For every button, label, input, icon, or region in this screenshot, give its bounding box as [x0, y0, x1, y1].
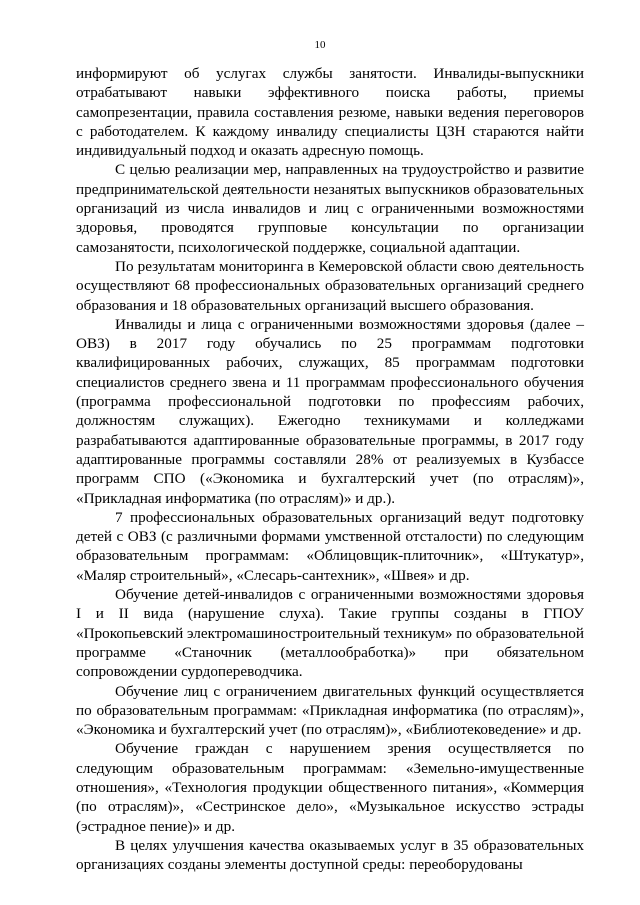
page-number: 10: [314, 39, 326, 51]
paragraph-8: Обучение граждан с нарушением зрения осуществляется по следующим образовательным программам: «Земельно-имущественные отношения», «Технология продукции общественного питания», «Коммерция (по отраслям)», «Сестринское дело», «Музыкальное искусство эстрады (эстрадное пение)» и др.: [76, 740, 584, 835]
paragraph-1: информируют об услугах службы занятости. Инвалиды-выпускники отрабатывают навыки эффективного поиска работы, приемы самопрезентации, правила составления резюме, навыки ведения переговоров с работодателем. К каждому инвалиду специалисты ЦЗН стараются найти индивидуальный подход и оказать адресную помощь.: [76, 65, 584, 160]
paragraph-4: Инвалиды и лица с ограниченными возможностями здоровья (далее – ОВЗ) в 2017 году обучались по 25 программам подготовки квалифицированных рабочих, служащих, 85 программам подготовки специалистов среднего звена и 11 программам профессионального обучения (программа профессиональной подготовки по профессиям рабочих, должностям служащих). Ежегодно техникумами и колледжами разрабатываются адаптированные образовательные программы, в 2017 году адаптированные программы составляли 28% от реализуемых в Кузбассе программ СПО («Экономика и бухгалтерский учет (по отраслям)», «Прикладная информатика (по отраслям)» и др.).: [76, 315, 584, 507]
document-body: [76, 64, 584, 874]
paragraph-2: С целью реализации мер, направленных на трудоустройство и развитие предпринимательской деятельности незанятых выпускников образовательных организаций из числа инвалидов и лиц с ограниченными возможностями здоровья, проводятся групповые консультации по организации самозанятости, психологической поддержке, социальной адаптации.: [76, 161, 584, 256]
paragraph-9: В целях улучшения качества оказываемых услуг в 35 образовательных организациях созданы элементы доступной среды: переоборудованы: [76, 836, 584, 874]
paragraph-6: Обучение детей-инвалидов с ограниченными возможностями здоровья I и II вида (нарушение слуха). Такие группы созданы в ГПОУ «Прокопьевский электромашиностроительный техникум» по образовательной программе «Станочник (металлообработка)» при обязательном сопровождении сурдопереводчика.: [76, 586, 584, 681]
paragraph-7: Обучение лиц с ограничением двигательных функций осуществляется по образовательным программам: «Прикладная информатика (по отраслям)», «Экономика и бухгалтерский учет (по отраслям)», «Библиотековедение» и др.: [76, 682, 584, 739]
paragraph-5: 7 профессиональных образовательных организаций ведут подготовку детей с ОВЗ (с различными формами умственной отсталости) по следующим образовательным программам: «Облицовщик-плиточник», «Штукатур», «Маляр строительный», «Слесарь-сантехник», «Швея» и др.: [76, 508, 584, 584]
paragraph-3: По результатам мониторинга в Кемеровской области свою деятельность осуществляют 68 профессиональных образовательных организаций среднего образования и 18 образовательных организаций высшего образования.: [76, 257, 584, 314]
